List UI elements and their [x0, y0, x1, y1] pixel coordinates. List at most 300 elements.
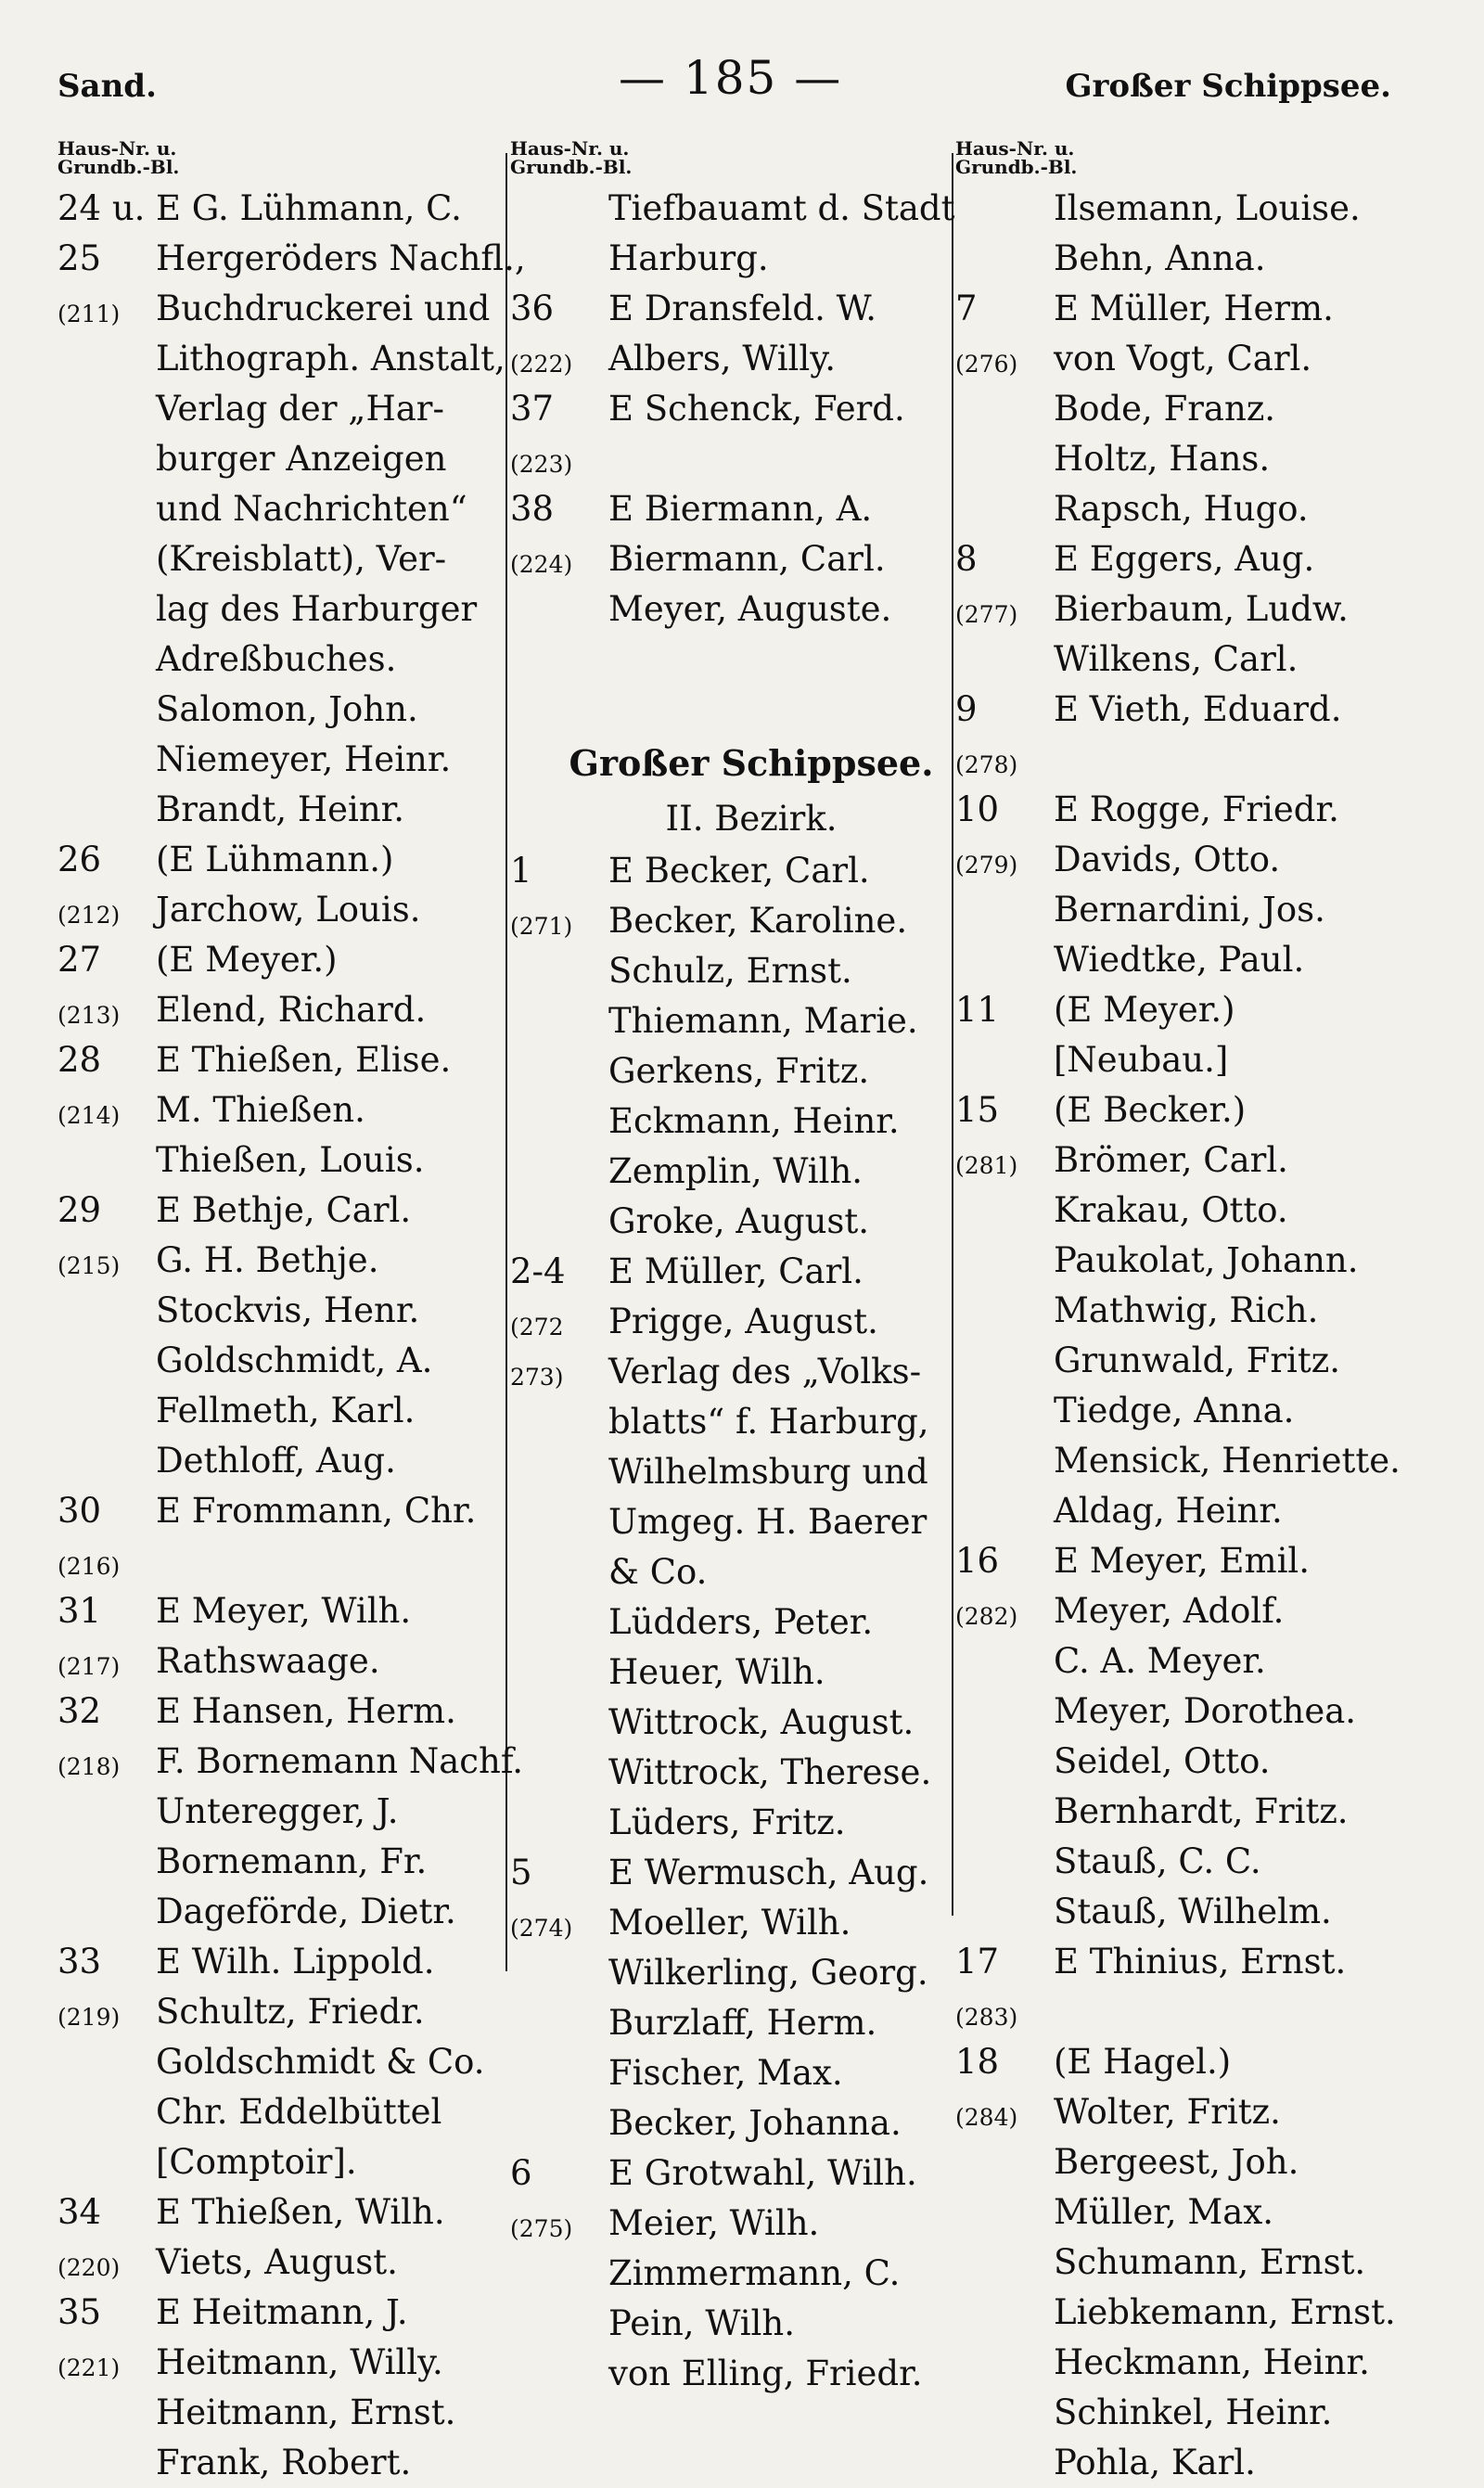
land-register-number: (281)	[955, 1152, 1018, 1179]
entry-text: Schultz, Friedr.	[156, 1992, 425, 2032]
directory-entry	[58, 2238, 503, 2288]
directory-entry	[955, 1887, 1401, 1937]
entry-text: Burzlaff, Herm.	[608, 2003, 877, 2043]
land-register-number: (275)	[510, 2215, 573, 2242]
entry-text: von Elling, Friedr.	[608, 2353, 923, 2393]
directory-entry	[58, 1085, 503, 1135]
directory-entry	[955, 1737, 1401, 1787]
entry-text: Verlag der „Har-	[156, 389, 444, 429]
directory-entry	[58, 885, 503, 935]
entry-text: burger Anzeigen	[156, 439, 447, 479]
house-number: 10	[955, 789, 1000, 829]
entry-text: (Kreisblatt), Ver-	[156, 539, 447, 579]
entry-text: Albers, Willy.	[608, 339, 836, 378]
section-district: II. Bezirk.	[665, 799, 838, 839]
directory-entry	[955, 2388, 1401, 2438]
directory-entry	[58, 785, 503, 835]
entry-text: Verlag des „Volks-	[608, 1352, 922, 1391]
directory-entry	[58, 1236, 503, 1286]
entry-text: E Heitmann, J.	[156, 2292, 408, 2332]
entry-text: Moeller, Wilh.	[608, 1903, 851, 1943]
house-number: 29	[58, 1190, 102, 1230]
entry-text: E Grotwahl, Wilh.	[608, 2153, 917, 2193]
land-register-number: 273)	[510, 1364, 564, 1391]
directory-entry	[955, 1536, 1401, 1586]
entry-text: Mathwig, Rich.	[1054, 1290, 1319, 1330]
entry-text: lag des Harburger	[156, 589, 478, 629]
directory-entry	[955, 2037, 1401, 2087]
directory-entry	[955, 885, 1401, 935]
house-number: 38	[510, 489, 555, 529]
directory-entry	[58, 985, 503, 1035]
directory-entry	[955, 985, 1401, 1035]
directory-entry	[955, 434, 1401, 484]
land-register-number: (224)	[510, 551, 573, 578]
entry-text: Dethloff, Aug.	[156, 1441, 396, 1481]
entry-text: Tiefbauamt d. Stadt	[608, 188, 955, 228]
directory-entry	[510, 1597, 955, 1648]
section-title: Großer Schippsee.	[569, 742, 934, 784]
entry-text: Paukolat, Johann.	[1054, 1240, 1359, 1280]
directory-entry	[955, 1686, 1401, 1737]
directory-entry	[58, 1336, 503, 1386]
entry-text: Salomon, John.	[156, 689, 418, 729]
directory-entry	[58, 2137, 503, 2187]
directory-entry	[955, 1135, 1401, 1186]
entry-text: E Thinius, Ernst.	[1054, 1942, 1347, 1981]
entry-text: [Comptoir].	[156, 2142, 357, 2182]
directory-entry	[58, 384, 503, 434]
entry-text: Schinkel, Heinr.	[1054, 2392, 1333, 2432]
entry-text: Rapsch, Hugo.	[1054, 489, 1309, 529]
entry-text: E Thießen, Elise.	[156, 1040, 452, 1080]
entry-text: Chr. Eddelbüttel	[156, 2092, 442, 2132]
page-number: — 185 —	[619, 51, 843, 105]
entry-text: Thiemann, Marie.	[608, 1001, 918, 1041]
directory-entry	[58, 635, 503, 685]
directory-entry	[955, 284, 1401, 334]
directory-entry	[955, 584, 1401, 635]
directory-entry	[955, 2438, 1401, 2488]
land-register-number: (223)	[510, 451, 573, 478]
directory-entry	[955, 1636, 1401, 1686]
directory-entry	[955, 785, 1401, 835]
house-number: 11	[955, 990, 1000, 1030]
entry-text: Wittrock, Therese.	[608, 1752, 932, 1792]
entry-text: Goldschmidt, A.	[156, 1340, 433, 1380]
directory-entry	[510, 1347, 955, 1397]
house-number: 35	[58, 2292, 102, 2332]
entry-text: E Eggers, Aug.	[1054, 539, 1315, 579]
house-number: 2-4	[510, 1251, 566, 1291]
house-number: 31	[58, 1591, 102, 1631]
entry-text: Heitmann, Willy.	[156, 2342, 443, 2382]
entry-text: E Dransfeld. W.	[608, 289, 876, 328]
entry-text: E Thießen, Wilh.	[156, 2192, 445, 2232]
directory-entry	[955, 735, 1401, 785]
entry-text: (E Lühmann.)	[156, 840, 394, 879]
entry-text: Fellmeth, Karl.	[156, 1391, 416, 1430]
directory-entry	[58, 1386, 503, 1436]
directory-entry	[510, 1898, 955, 1948]
directory-entry	[58, 1035, 503, 1085]
entry-text: Müller, Max.	[1054, 2192, 1273, 2232]
directory-entry	[58, 1686, 503, 1737]
entry-text: Brandt, Heinr.	[156, 789, 405, 829]
directory-entry	[510, 1748, 955, 1798]
directory-entry	[58, 1586, 503, 1636]
directory-entry	[58, 184, 503, 234]
directory-entry	[510, 1297, 955, 1347]
entry-text: Pohla, Karl.	[1054, 2443, 1256, 2482]
column-header: Haus-Nr. u. Grundb.-Bl.	[58, 137, 180, 178]
directory-entry	[58, 835, 503, 885]
entry-text: E Meyer, Emil.	[1054, 1541, 1311, 1581]
directory-entry	[510, 946, 955, 996]
entry-text: E Hansen, Herm.	[156, 1691, 456, 1731]
directory-entry	[58, 2288, 503, 2338]
entry-list	[955, 184, 1401, 2488]
column-divider	[505, 153, 507, 1971]
entry-text: Prigge, August.	[608, 1302, 878, 1341]
house-number: 7	[955, 289, 978, 328]
directory-entry	[510, 1848, 955, 1898]
entry-text: Schumann, Ernst.	[1054, 2242, 1366, 2282]
entry-text: Fischer, Max.	[608, 2053, 843, 2093]
entry-text: und Nachrichten“	[156, 489, 467, 529]
directory-entry	[58, 1937, 503, 1987]
house-number: 32	[58, 1691, 102, 1731]
directory-entry	[955, 484, 1401, 534]
entry-list	[58, 184, 526, 2488]
directory-entry	[510, 2098, 955, 2148]
entry-text: Seidel, Otto.	[1054, 1741, 1271, 1781]
directory-entry	[58, 935, 503, 985]
house-number: 8	[955, 539, 978, 579]
street-heading-left: Sand.	[58, 68, 157, 105]
land-register-number: (217)	[58, 1653, 121, 1680]
entry-text: Meier, Wilh.	[608, 2203, 820, 2243]
entry-text: Davids, Otto.	[1054, 840, 1281, 879]
directory-entry	[58, 434, 503, 484]
directory-entry	[955, 534, 1401, 584]
entry-text: Bernhardt, Fritz.	[1054, 1791, 1349, 1831]
house-number: 25	[58, 238, 102, 278]
directory-entry	[510, 2249, 955, 2299]
land-register-number: (214)	[58, 1102, 121, 1129]
directory-entry	[955, 1837, 1401, 1887]
entry-text: Zemplin, Wilh.	[608, 1151, 864, 1191]
directory-entry	[510, 846, 955, 896]
house-number: 30	[58, 1491, 102, 1531]
entry-text: Pein, Wilh.	[608, 2303, 795, 2343]
directory-entry	[510, 384, 955, 434]
house-number: 5	[510, 1853, 532, 1892]
entry-text: Lüdders, Peter.	[608, 1602, 874, 1642]
directory-entry	[955, 1937, 1401, 1987]
entry-text: Schulz, Ernst.	[608, 951, 852, 991]
directory-entry	[510, 284, 955, 334]
entry-text: Bornemann, Fr.	[156, 1841, 428, 1881]
directory-entry	[58, 2338, 503, 2388]
entry-text: G. H. Bethje.	[156, 1240, 379, 1280]
entry-text: Meyer, Dorothea.	[1054, 1691, 1357, 1731]
house-number: 9	[955, 689, 978, 729]
page-header	[58, 51, 1391, 107]
entry-text: Niemeyer, Heinr.	[156, 739, 452, 779]
column-3	[955, 137, 1401, 2482]
directory-entry	[58, 2087, 503, 2137]
directory-entry	[58, 1987, 503, 2037]
entry-text: (E Meyer.)	[1054, 990, 1235, 1030]
directory-entry	[58, 2438, 503, 2488]
entry-text: Bergeest, Joh.	[1054, 2142, 1299, 2182]
entry-text: (E Becker.)	[1054, 1090, 1247, 1130]
directory-entry	[510, 896, 955, 946]
land-register-number: (277)	[955, 601, 1018, 628]
directory-entry	[955, 1787, 1401, 1837]
entry-text: Becker, Johanna.	[608, 2103, 902, 2143]
directory-entry	[510, 584, 955, 635]
directory-entry	[510, 334, 955, 384]
entry-text: E Meyer, Wilh.	[156, 1591, 412, 1631]
entry-text: Unteregger, J.	[156, 1791, 399, 1831]
directory-entry	[58, 234, 526, 284]
directory-entry	[510, 484, 955, 534]
entry-text: E Frommann, Chr.	[156, 1491, 477, 1531]
directory-entry	[510, 534, 955, 584]
directory-entry	[955, 1486, 1401, 1536]
directory-entry	[510, 1097, 955, 1147]
directory-entry	[58, 484, 503, 534]
directory-entry	[955, 1436, 1401, 1486]
entry-text: von Vogt, Carl.	[1054, 339, 1312, 378]
house-number: 34	[58, 2192, 102, 2232]
directory-entry	[510, 1798, 955, 1848]
land-register-number: (284)	[955, 2104, 1018, 2131]
entry-text: Wilhelmsburg und	[608, 1452, 928, 1492]
entry-text: Biermann, Carl.	[608, 539, 886, 579]
land-register-number: (216)	[58, 1553, 121, 1580]
entry-text: E Wermusch, Aug.	[608, 1853, 929, 1892]
entry-text: Adreßbuches.	[156, 639, 397, 679]
directory-entry	[58, 1536, 503, 1586]
entry-text: Goldschmidt & Co.	[156, 2042, 485, 2082]
directory-entry	[955, 2137, 1401, 2187]
entry-text: Hergeröders Nachfl.,	[156, 238, 526, 278]
entry-text: E Vieth, Eduard.	[1054, 689, 1342, 729]
entry-text: E Müller, Carl.	[608, 1251, 864, 1291]
entry-text: Liebkemann, Ernst.	[1054, 2292, 1396, 2332]
directory-entry	[955, 1085, 1401, 1135]
entry-text: Behn, Anna.	[1054, 238, 1266, 278]
entry-text: E Biermann, A.	[608, 489, 873, 529]
land-register-number: (282)	[955, 1603, 1018, 1630]
entry-text: Viets, August.	[156, 2242, 398, 2282]
directory-entry	[58, 2037, 503, 2087]
street-heading-right: Großer Schippsee.	[1065, 68, 1391, 105]
directory-entry	[510, 1046, 955, 1097]
land-register-number: (271)	[510, 913, 573, 940]
directory-entry	[510, 1998, 955, 2048]
entry-text: E Müller, Herm.	[1054, 289, 1334, 328]
entry-text: Grunwald, Fritz.	[1054, 1340, 1340, 1380]
directory-entry	[58, 1436, 503, 1486]
directory-entry	[510, 2199, 955, 2249]
directory-entry	[510, 1197, 955, 1247]
entry-text: Elend, Richard.	[156, 990, 427, 1030]
directory-entry	[510, 1397, 955, 1447]
entry-text: Umgeg. H. Baerer	[608, 1502, 928, 1542]
entry-text: C. A. Meyer.	[1054, 1641, 1266, 1681]
directory-entry	[955, 2288, 1401, 2338]
entry-text: Heckmann, Heinr.	[1054, 2342, 1370, 2382]
directory-entry	[510, 1497, 955, 1547]
entry-text: Jarchow, Louis.	[156, 890, 421, 930]
entry-text: Wilkens, Carl.	[1054, 639, 1298, 679]
entry-text: Groke, August.	[608, 1201, 870, 1241]
directory-entry	[58, 1737, 523, 1787]
directory-entry	[955, 1035, 1401, 1085]
directory-entry	[955, 685, 1401, 735]
directory-entry	[58, 735, 503, 785]
directory-entry	[58, 1887, 503, 1937]
directory-entry	[955, 384, 1401, 434]
entry-text: Lithograph. Anstalt,	[156, 339, 505, 378]
directory-entry	[955, 1386, 1401, 1436]
entry-text: Harburg.	[608, 238, 769, 278]
column-header: Haus-Nr. u. Grundb.-Bl.	[510, 137, 633, 178]
land-register-number: (220)	[58, 2254, 121, 2281]
house-number: 24 u.	[58, 188, 146, 228]
directory-entry	[58, 334, 503, 384]
entry-text: Eckmann, Heinr.	[608, 1101, 900, 1141]
directory-entry	[510, 1247, 955, 1297]
directory-entry	[510, 434, 955, 484]
directory-entry	[955, 1586, 1401, 1636]
entry-text: E Becker, Carl.	[608, 851, 870, 891]
land-register-number: (278)	[955, 751, 1018, 778]
entry-text: Aldag, Heinr.	[1054, 1491, 1283, 1531]
entry-list	[510, 846, 955, 2399]
entry-text: Meyer, Adolf.	[1054, 1591, 1285, 1631]
entry-text: E Rogge, Friedr.	[1054, 789, 1339, 829]
directory-entry	[955, 2238, 1401, 2288]
house-number: 36	[510, 289, 555, 328]
house-number: 26	[58, 840, 102, 879]
entry-text: Heuer, Wilh.	[608, 1652, 825, 1692]
entry-text: & Co.	[608, 1552, 708, 1592]
entry-text: Gerkens, Fritz.	[608, 1051, 870, 1091]
land-register-number: (215)	[58, 1252, 121, 1279]
directory-entry	[510, 1698, 955, 1748]
directory-entry	[58, 1135, 503, 1186]
entry-text: Holtz, Hans.	[1054, 439, 1271, 479]
house-number: 37	[510, 389, 555, 429]
land-register-number: (218)	[58, 1753, 121, 1780]
directory-entry	[58, 1636, 503, 1686]
directory-entry	[58, 584, 503, 635]
entry-text: Tiedge, Anna.	[1054, 1391, 1295, 1430]
entry-text: Krakau, Otto.	[1054, 1190, 1288, 1230]
house-number: 28	[58, 1040, 102, 1080]
directory-entry	[58, 1486, 503, 1536]
directory-entry	[510, 996, 955, 1046]
entry-text: Dageförde, Dietr.	[156, 1892, 456, 1931]
directory-entry	[58, 1186, 503, 1236]
entry-text: Thießen, Louis.	[156, 1140, 425, 1180]
entry-text: Meyer, Auguste.	[608, 589, 892, 629]
entry-text: E Schenck, Ferd.	[608, 389, 905, 429]
directory-entry	[58, 1837, 503, 1887]
land-register-number: (272	[510, 1314, 564, 1340]
entry-text: F. Bornemann Nachf.	[156, 1741, 523, 1781]
entry-text: Zimmermann, C.	[608, 2253, 901, 2293]
land-register-number: (211)	[58, 301, 121, 327]
directory-entry	[510, 1948, 955, 1998]
column-1	[58, 137, 526, 2482]
directory-entry	[510, 184, 955, 234]
directory-entry	[955, 184, 1401, 234]
directory-entry	[58, 685, 503, 735]
entry-text: Ilsemann, Louise.	[1054, 188, 1361, 228]
land-register-number: (212)	[58, 902, 121, 929]
directory-entry	[955, 2087, 1401, 2137]
column-header: Haus-Nr. u. Grundb.-Bl.	[955, 137, 1078, 178]
directory-entry	[58, 534, 503, 584]
house-number: 6	[510, 2153, 532, 2193]
entry-text: Bernardini, Jos.	[1054, 890, 1325, 930]
house-number: 1	[510, 851, 532, 891]
directory-entry	[955, 1236, 1401, 1286]
directory-entry	[510, 2048, 955, 2098]
directory-entry	[58, 284, 503, 334]
house-number: 27	[58, 940, 102, 980]
directory-entry	[955, 334, 1401, 384]
directory-entry	[58, 1286, 503, 1336]
directory-entry	[510, 234, 955, 284]
entry-text: Bode, Franz.	[1054, 389, 1276, 429]
directory-entry	[58, 2187, 503, 2238]
directory-entry	[955, 1186, 1401, 1236]
directory-entry	[955, 2187, 1401, 2238]
entry-text: M. Thießen.	[156, 1090, 365, 1130]
entry-text: Stockvis, Henr.	[156, 1290, 420, 1330]
directory-entry	[955, 635, 1401, 685]
entry-text: Frank, Robert.	[156, 2443, 412, 2482]
directory-entry	[510, 1648, 955, 1698]
land-register-number: (274)	[510, 1915, 573, 1942]
entry-text: Wolter, Fritz.	[1054, 2092, 1281, 2132]
entry-text: Wittrock, August.	[608, 1702, 915, 1742]
entry-text: Brömer, Carl.	[1054, 1140, 1288, 1180]
entry-text: Stauß, C. C.	[1054, 1841, 1261, 1881]
directory-entry	[955, 234, 1401, 284]
entry-text: E Wilh. Lippold.	[156, 1942, 435, 1981]
land-register-number: (276)	[955, 351, 1018, 378]
land-register-number: (213)	[58, 1002, 121, 1029]
directory-entry	[955, 1286, 1401, 1336]
directory-entry	[510, 1147, 955, 1197]
directory-entry	[955, 1987, 1401, 2037]
directory-entry	[510, 2349, 955, 2399]
entry-text: Heitmann, Ernst.	[156, 2392, 456, 2432]
house-number: 33	[58, 1942, 102, 1981]
directory-entry	[955, 1336, 1401, 1386]
entry-text: Rathswaage.	[156, 1641, 380, 1681]
entry-text: Mensick, Henriette.	[1054, 1441, 1401, 1481]
land-register-number: (219)	[58, 2004, 121, 2031]
